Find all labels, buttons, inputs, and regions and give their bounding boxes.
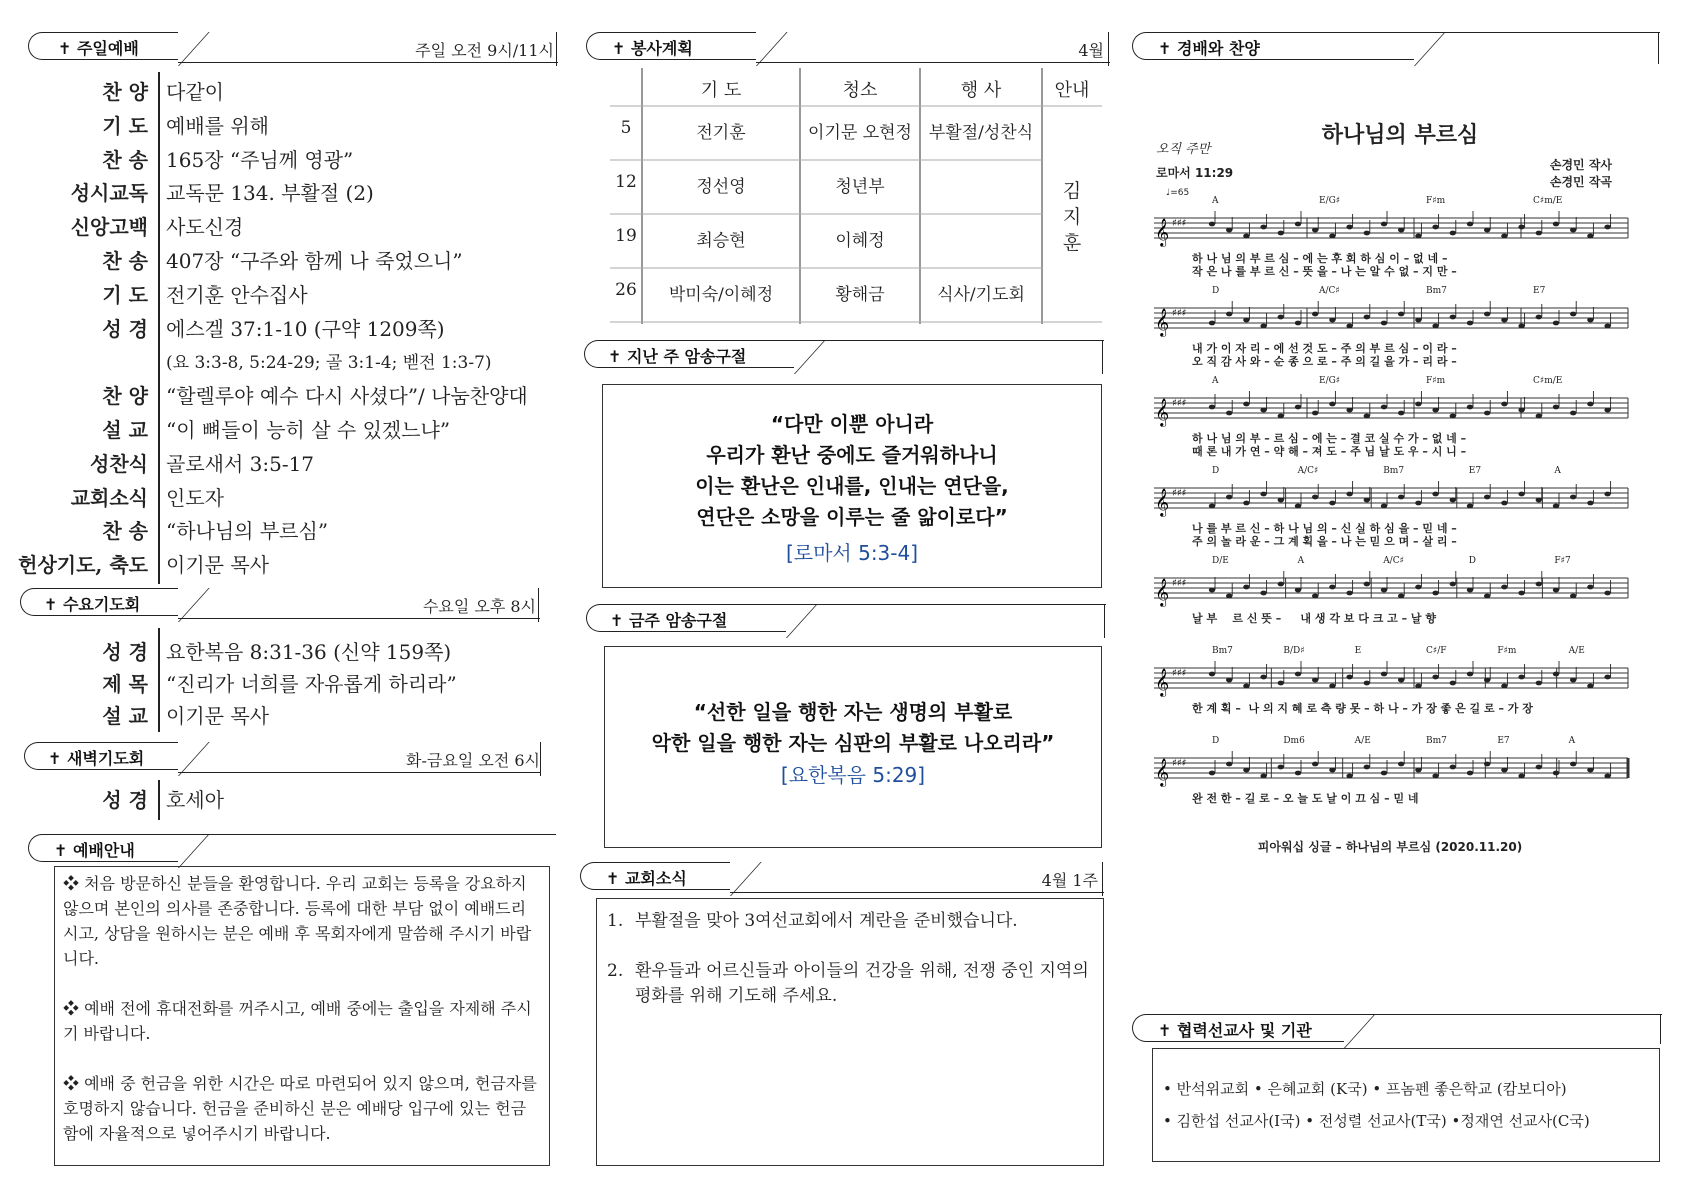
news-box xyxy=(596,898,1104,1166)
service-item-label: 성 경 xyxy=(102,640,148,664)
staff xyxy=(1150,388,1630,428)
service-row xyxy=(10,76,550,110)
section-title: ✝ 새벽기도회 xyxy=(48,749,145,768)
chord-symbol: C♯m/E xyxy=(1533,376,1563,386)
guide-paragraph: ❖ 예배 중 헌금을 위한 시간은 따로 마련되어 있지 않으며, 헌금자를 호명하지 않습니다. 헌금을 준비하신 분은 예배당 입구에 있는 헌금함에 자율적으로 넣어주시기 바랍니다. xyxy=(63,1074,537,1143)
service-item-label: 기 도 xyxy=(102,113,148,138)
guide-paragraph: ❖ 예배 전에 휴대전화를 꺼주시고, 예배 중에는 출입을 자제해 주시기 바랍니다. xyxy=(63,999,532,1043)
chord-symbol: Bm7 xyxy=(1426,736,1447,746)
service-item-value: (요 3:3-8, 5:24-29; 골 3:1-4; 벧전 1:3-7) xyxy=(166,353,492,374)
service-item-label: 찬 송 xyxy=(102,249,148,273)
chord-symbol: D xyxy=(1212,466,1220,476)
chord-symbol: E/G♯ xyxy=(1319,196,1341,206)
chord-symbol: A xyxy=(1554,466,1561,476)
chord-symbol: F♯m xyxy=(1497,646,1517,656)
header-event: 행 사 xyxy=(960,80,1002,101)
chord-symbol: A/C♯ xyxy=(1383,556,1404,566)
row-prayer: 정선영 xyxy=(696,177,746,197)
lyric-line: 완 전 한 – 길 로 – 오 늘 도 날 이 끄 심 – 믿 네 xyxy=(1192,792,1419,805)
svg-text:♯♯♯: ♯♯♯ xyxy=(1172,758,1187,769)
service-row xyxy=(10,279,550,313)
svg-text:𝄞: 𝄞 xyxy=(1155,758,1170,786)
chord-symbol: A/C♯ xyxy=(1297,466,1319,476)
chord-symbol: Bm7 xyxy=(1212,646,1233,656)
section-title: ✝ 주일예배 xyxy=(58,39,139,58)
chord-symbol: F♯m xyxy=(1426,196,1446,206)
service-item-value: 골로새서 3:5-17 xyxy=(166,451,315,476)
news-item: 1. 부활절을 맞아 3여선교회에서 계란을 준비했습니다. xyxy=(607,911,1018,931)
lyric-line: 하 나 님 의 부 – 르 심 – 에 는 – 결 코 실 수 가 – 없 네 – xyxy=(1192,432,1467,445)
service-item-label: 성 경 xyxy=(102,788,148,812)
svg-text:♯♯♯: ♯♯♯ xyxy=(1172,668,1187,679)
service-time: 화-금요일 오전 6시 xyxy=(406,751,540,770)
service-row xyxy=(10,636,550,670)
chord-symbol: C♯m/E xyxy=(1533,196,1563,206)
service-row xyxy=(10,346,550,380)
verse-line: “선한 일을 행한 자는 생명의 부활로 xyxy=(693,700,1013,724)
chord-symbol: E xyxy=(1354,646,1362,656)
chord-symbol: E7 xyxy=(1497,736,1510,746)
service-item-label: 기 도 xyxy=(102,282,148,307)
service-row xyxy=(10,784,550,818)
chord-symbol: A xyxy=(1297,556,1305,566)
news-item: 2. 환우들과 어르신들과 아이들의 건강을 위해, 전쟁 중인 지역의 평화를 위해 기도해 주세요. xyxy=(607,961,1089,1006)
chord-symbol: E/G♯ xyxy=(1319,376,1341,386)
row-cleaning: 이기문 오현정 xyxy=(808,123,912,143)
section-title: ✝ 협력선교사 및 기관 xyxy=(1158,1021,1312,1040)
chord-symbol: A xyxy=(1568,736,1576,746)
service-item-value: “하나님의 부르심” xyxy=(166,519,329,544)
service-item-value: 이기문 목사 xyxy=(166,704,269,728)
wednesday-header xyxy=(20,588,540,620)
section-title: ✝ 교회소식 xyxy=(606,869,687,888)
service-item-label: 찬 송 xyxy=(102,519,148,544)
service-item-value: 이기문 목사 xyxy=(166,553,269,578)
staff xyxy=(1150,658,1630,698)
service-time: 수요일 오후 8시 xyxy=(422,597,536,616)
chord-symbol: D xyxy=(1468,556,1477,566)
service-row xyxy=(10,414,550,448)
row-prayer: 최승현 xyxy=(696,231,746,251)
service-item-value: 요한복음 8:31-36 (신약 159쪽) xyxy=(166,640,452,664)
service-item-value: 165장 “주님께 영광” xyxy=(166,147,354,172)
chord-symbol: A/E xyxy=(1568,646,1585,656)
service-plan-header xyxy=(586,32,1110,64)
credits: 손경민 작사 손경민 작곡 xyxy=(1549,158,1612,189)
service-item-label: 교회소식 xyxy=(70,485,148,510)
lyric-line: 날 부 르 신 뜻 – 내 생 각 보 다 크 고 – 날 향 xyxy=(1192,612,1437,625)
service-item-value: 사도신경 xyxy=(166,215,244,240)
service-row xyxy=(10,482,550,516)
svg-text:𝄞: 𝄞 xyxy=(1155,488,1170,516)
last-verse-header xyxy=(584,340,1104,372)
section-title: ✝ 봉사계획 xyxy=(612,39,693,58)
usher-name: 김 지 훈 xyxy=(1062,180,1082,254)
music-line xyxy=(1150,646,1650,734)
chord-symbol: E7 xyxy=(1468,466,1482,476)
this-verse-box xyxy=(604,646,1102,848)
section-title: ✝ 수요기도회 xyxy=(44,595,141,614)
lyric-line: 작 은 나 를 부 르 신 – 뜻 을 – 나 는 알 수 없 – 지 만 – xyxy=(1192,265,1457,278)
verse-reference: [로마서 5:3-4] xyxy=(785,541,919,565)
lyric-line: 오 직 감 사 와 – 순 종 으 로 – 주 의 길 을 가 – 리 라 – xyxy=(1192,355,1457,368)
this-verse-header xyxy=(586,604,1106,636)
svg-text:𝄞: 𝄞 xyxy=(1155,308,1170,336)
row-day: 19 xyxy=(615,226,637,246)
service-time: 주일 오전 9시/11시 xyxy=(415,41,554,60)
chord-symbol: C♯/F xyxy=(1426,646,1447,656)
music-caption: 피아워십 싱글 – 하나님의 부르심 (2020.11.20) xyxy=(1257,840,1523,854)
service-item-value: 에스겔 37:1-10 (구약 1209쪽) xyxy=(166,316,445,341)
row-prayer: 박미숙/이혜정 xyxy=(668,285,774,305)
lyric-line: 나 를 부 르 신 – 하 나 님 의 – 신 실 하 심 을 – 믿 네 – xyxy=(1192,522,1457,535)
plan-month: 4월 xyxy=(1078,41,1104,60)
section-title: ✝ 금주 암송구절 xyxy=(610,611,728,630)
lyric-line: 내 가 이 자 리 – 에 선 것 도 – 주 의 부 르 심 – 이 라 – xyxy=(1192,342,1457,355)
service-item-value: “진리가 너희를 자유롭게 하리라” xyxy=(166,672,457,696)
service-item-value: 인도자 xyxy=(166,485,224,510)
music-line xyxy=(1150,556,1650,644)
service-row xyxy=(10,380,550,414)
staff xyxy=(1150,478,1630,518)
staff xyxy=(1150,298,1630,338)
service-item-value: 전기훈 안수집사 xyxy=(166,282,308,307)
staff xyxy=(1150,208,1630,248)
service-row xyxy=(10,668,550,702)
lyric-line: 한 계 획 – 나 의 지 혜 로 측 량 못 – 하 나 – 가 장 좋 은 길 로 – 가 장 xyxy=(1192,702,1533,715)
service-item-label: 제 목 xyxy=(102,672,148,696)
svg-text:♯♯♯: ♯♯♯ xyxy=(1172,578,1187,589)
verse-line: 우리가 환난 중에도 즐거워하나니 xyxy=(706,443,998,467)
svg-text:♯♯♯: ♯♯♯ xyxy=(1172,398,1187,409)
praise-header xyxy=(1132,32,1660,64)
service-item-value: 다같이 xyxy=(166,80,224,104)
service-item-label: 설 교 xyxy=(102,704,148,728)
song-title: 하나님의 부르심 xyxy=(1321,123,1479,148)
section-title: ✝ 지난 주 암송구절 xyxy=(608,347,747,366)
news-week: 4월 1주 xyxy=(1041,871,1098,890)
row-day: 5 xyxy=(620,118,632,138)
chord-symbol: Bm7 xyxy=(1383,466,1405,476)
service-item-label: 찬 양 xyxy=(102,384,148,409)
partner-line: • 반석위교회 • 은혜교회 (K국) • 프놈펜 좋은학교 (캄보디아) xyxy=(1163,1080,1567,1098)
music-line xyxy=(1150,286,1650,374)
scripture-ref: 로마서 11:29 xyxy=(1156,166,1234,180)
service-item-label: 찬 양 xyxy=(102,80,148,104)
service-row xyxy=(10,144,550,178)
staff xyxy=(1150,748,1630,788)
schedule-table xyxy=(610,68,1102,324)
row-prayer: 전기훈 xyxy=(696,123,746,143)
row-event: 식사/기도회 xyxy=(937,285,1025,305)
section-title: ✝ 경배와 찬양 xyxy=(1158,39,1260,58)
svg-text:♯♯♯: ♯♯♯ xyxy=(1172,488,1187,499)
svg-text:𝄞: 𝄞 xyxy=(1155,398,1170,426)
service-row xyxy=(10,515,550,549)
lyric-line: 하 나 님 의 부 르 심 – 에 는 후 회 하 심 이 – 없 네 – xyxy=(1192,252,1448,265)
guide-header xyxy=(28,834,556,866)
verse-line: 악한 일을 행한 자는 심판의 부활로 나오리라” xyxy=(651,731,1055,755)
service-item-label: 성찬식 xyxy=(90,451,148,476)
service-item-label: 찬 송 xyxy=(102,147,148,172)
last-verse-box xyxy=(602,384,1102,588)
row-cleaning: 이혜정 xyxy=(835,231,885,251)
chord-symbol: F♯m xyxy=(1426,376,1446,386)
service-item-label: 성시교독 xyxy=(70,181,148,206)
verse-line: “다만 이뿐 아니라 xyxy=(770,412,934,436)
svg-text:𝄞: 𝄞 xyxy=(1155,218,1170,246)
news-header xyxy=(580,862,1104,894)
chord-symbol: D xyxy=(1212,286,1220,296)
dawn-header xyxy=(24,742,544,774)
service-row xyxy=(10,177,550,211)
row-event: 부활절/성찬식 xyxy=(928,123,1034,143)
service-row xyxy=(10,549,550,583)
service-item-value: 407장 “구주와 함께 나 죽었으니” xyxy=(166,249,463,273)
row-cleaning: 황해금 xyxy=(835,285,885,305)
svg-text:𝄞: 𝄞 xyxy=(1155,578,1170,606)
service-item-value: “이 뼈들이 능히 살 수 있겠느냐” xyxy=(166,418,451,442)
sheet-music xyxy=(1150,100,1650,870)
chord-symbol: D/E xyxy=(1212,556,1229,566)
chord-symbol: A/C♯ xyxy=(1319,286,1340,296)
service-row xyxy=(10,448,550,482)
partner-line: • 김한섭 선교사(I국) • 전성렬 선교사(T국) •정재연 선교사(C국) xyxy=(1163,1112,1590,1130)
chord-symbol: A/E xyxy=(1354,736,1371,746)
chord-symbol: A xyxy=(1212,196,1219,206)
chord-symbol: A xyxy=(1212,376,1219,386)
chord-symbol: D xyxy=(1212,736,1220,746)
service-row xyxy=(10,110,550,144)
music-line xyxy=(1150,196,1650,284)
service-item-value: 예배를 위해 xyxy=(166,113,269,138)
guide-paragraph: ❖ 처음 방문하신 분들을 환영합니다. 우리 교회는 등록을 강요하지 않으며 본인의 의사를 존중합니다. 등록에 대한 부담 없이 예배드리시고, 상담을 원하시는 분은 예배 후 목회자에게 말씀해 주시기 바랍니다. xyxy=(63,874,532,968)
service-row xyxy=(10,313,550,347)
row-day: 12 xyxy=(615,172,637,192)
verse-reference: [요한복음 5:29] xyxy=(780,763,926,787)
header-usher: 안내 xyxy=(1054,80,1090,101)
svg-text:𝄞: 𝄞 xyxy=(1155,668,1170,696)
lyric-line: 때 론 내 가 연 – 약 해 – 져 도 – 주 님 날 도 우 – 시 니 – xyxy=(1192,445,1467,458)
tempo-marking: ♩=65 xyxy=(1166,188,1190,198)
partners-header xyxy=(1132,1014,1662,1046)
chord-symbol: Dm6 xyxy=(1283,736,1305,746)
service-row xyxy=(10,211,550,245)
chord-symbol: F♯7 xyxy=(1554,556,1571,566)
chord-symbol: Bm7 xyxy=(1426,286,1447,296)
music-line xyxy=(1150,736,1650,824)
service-item-label: 신앙고백 xyxy=(70,215,148,240)
hand-note: 오직 주만 xyxy=(1156,142,1211,157)
row-cleaning: 청년부 xyxy=(835,177,885,197)
header-prayer: 기 도 xyxy=(700,80,742,101)
service-item-value: 호세아 xyxy=(166,788,224,812)
service-item-value: “할렐루야 예수 다시 사셨다”/ 나눔찬양대 xyxy=(166,384,528,409)
row-day: 26 xyxy=(615,280,637,300)
staff xyxy=(1150,568,1630,608)
guide-box xyxy=(54,866,550,1166)
svg-text:♯♯♯: ♯♯♯ xyxy=(1172,308,1187,319)
service-item-label: 설 교 xyxy=(102,418,148,442)
chord-symbol: E7 xyxy=(1533,286,1546,296)
verse-line: 이는 환난은 인내를, 인내는 연단을, xyxy=(695,474,1009,498)
partners-box xyxy=(1152,1048,1660,1162)
service-item-value: 교독문 134. 부활절 (2) xyxy=(166,181,374,206)
service-row xyxy=(10,700,550,734)
header-cleaning: 청소 xyxy=(842,80,878,101)
music-line xyxy=(1150,376,1650,464)
service-item-label: 헌상기도, 축도 xyxy=(18,553,148,578)
svg-text:♯♯♯: ♯♯♯ xyxy=(1172,218,1187,229)
lyric-line: 주 의 놀 라 운 – 그 계 획 을 – 나 는 믿 으 며 – 살 리 – xyxy=(1192,535,1457,548)
sunday-header xyxy=(28,32,558,64)
section-title: ✝ 예배안내 xyxy=(54,841,135,860)
verse-line: 연단은 소망을 이루는 줄 앎이로다” xyxy=(696,505,1008,529)
music-line xyxy=(1150,466,1650,554)
service-row xyxy=(10,245,550,279)
service-item-label: 성 경 xyxy=(102,316,148,341)
chord-symbol: B/D♯ xyxy=(1283,646,1305,656)
